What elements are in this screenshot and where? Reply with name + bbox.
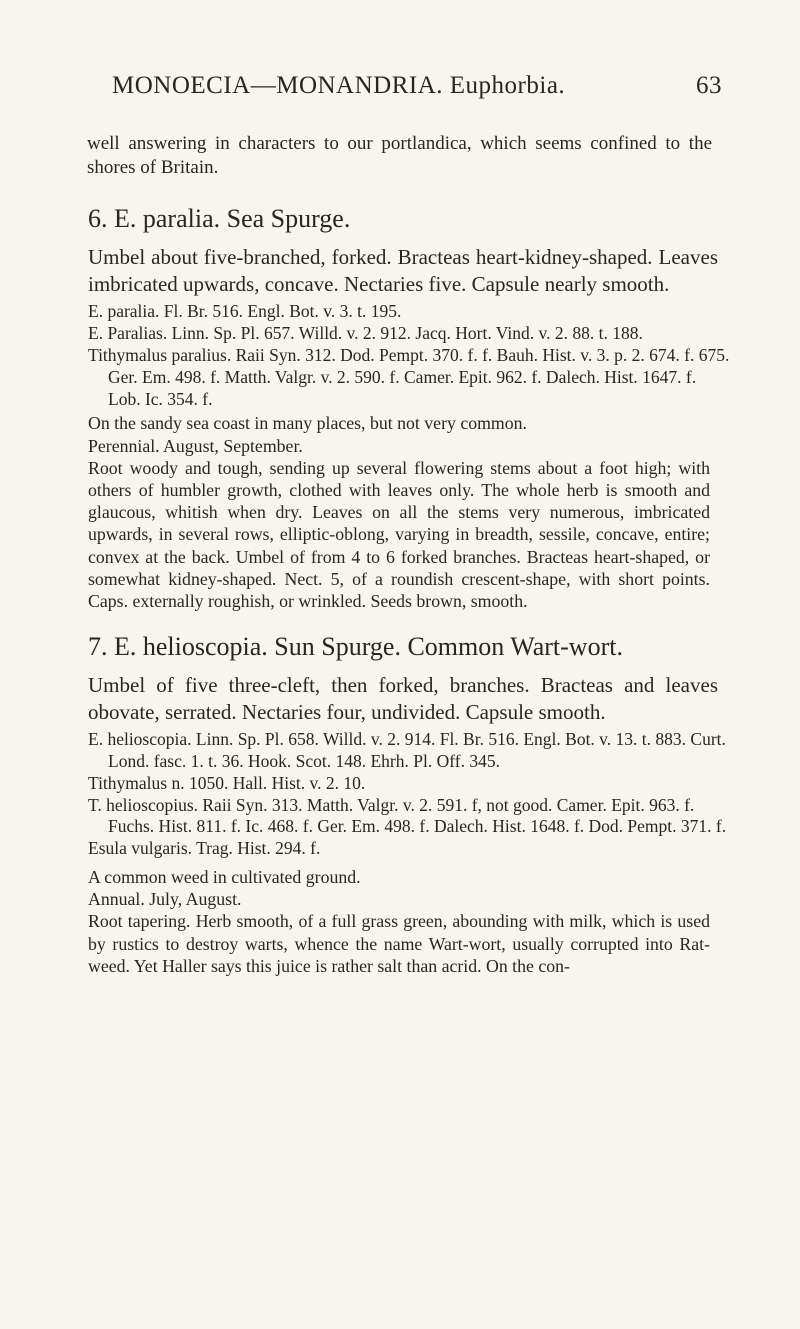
page-body [0,132,800,977]
synonym-line: E. Paralias. Linn. Sp. Pl. 657. Willd. v. 2. 912. Jacq. Hort. Vind. v. 2. 88. t. 188. [88,323,643,344]
species-entry-paralia [0,204,800,612]
synonym-line: Tithymalus paralius. Raii Syn. 312. Dod. Pempt. 370. f. f. Bauh. Hist. v. 3. p. 2. 674. f. 675. Ger. Em. 498. f. Matth. Valgr. v. 2. 590. f. Camer. Epit. 962. f. Dalech. Hist. 1647. f. Lob. Ic. 354. f. [88,345,730,409]
species-diagnosis: Umbel about five-branched, forked. Bracteas heart-kidney-shaped. Leaves imbricated upwards, concave. Nectaries five. Capsule nearly smooth. [88,245,718,296]
page-number: 63 [696,72,722,99]
species-duration: Perennial. August, September. [88,435,303,456]
running-head [112,72,722,100]
synonym-line: Esula vulgaris. Trag. Hist. 294. f. [88,838,321,859]
synonym-line: E. paralia. Fl. Br. 516. Engl. Bot. v. 3. t. 195. [88,301,402,322]
synonym-line: T. helioscopius. Raii Syn. 313. Matth. Valgr. v. 2. 591. f, not good. Camer. Epit. 963. f. Fuchs. Hist. 811. f. Ic. 468. f. Ger. Em. 498. f. Dalech. Hist. 1648. f. Dod. Pempt. 371. f. [88,794,727,837]
species-habitat: On the sandy sea coast in many places, but not very common. [88,413,527,434]
species-habitat: A common weed in cultivated ground. [88,867,361,887]
species-description: Root woody and tough, sending up several flowering stems about a foot high; with others of humbler growth, clothed with leaves only. The whole herb is smooth and glaucous, whitish when dry. Leaves on all the stems very numerous, imbricated upwards, in several rows, elliptic-oblong, varying in breadth, sessile, concave, entire; convex at the back. Umbel of from 4 to 6 forked branches. Bracteas heart-shaped, or somewhat kidney-shaped. Nect. 5, of a roundish crescent-shape, with short points. Caps. externally roughish, or wrinkled. Seeds brown, smooth. [88,457,710,612]
species-heading: 6. E. paralia. Sea Spurge. [88,204,351,234]
intro-paragraph: well answering in characters to our portlandica, which seems confined to the shores of Britain. [87,133,712,179]
running-title: MONOECIA—MONANDRIA. Euphorbia. [112,72,566,99]
species-entry-helioscopia [0,632,800,977]
synonym-line: E. helioscopia. Linn. Sp. Pl. 658. Willd. v. 2. 914. Fl. Br. 516. Engl. Bot. v. 13. t. 883. Curt. Lond. fasc. 1. t. 36. Hook. Scot. 148. Ehrh. Pl. Off. 345. [88,729,726,772]
species-diagnosis: Umbel of five three-cleft, then forked, branches. Bracteas and leaves obovate, serrated. Nectaries four, undivided. Capsule smooth. [88,673,718,724]
species-duration: Annual. July, August. [88,889,242,910]
synonym-line: Tithymalus n. 1050. Hall. Hist. v. 2. 10. [88,772,366,793]
species-heading: 7. E. helioscopia. Sun Spurge. Common Wart-wort. [88,632,623,662]
species-description: Root tapering. Herb smooth, of a full grass green, abounding with milk, which is used by rustics to destroy warts, whence the name Wart-wort, usually corrupted into Rat-weed. Yet Haller says this juice is rather salt than acrid. On the con- [88,911,710,976]
